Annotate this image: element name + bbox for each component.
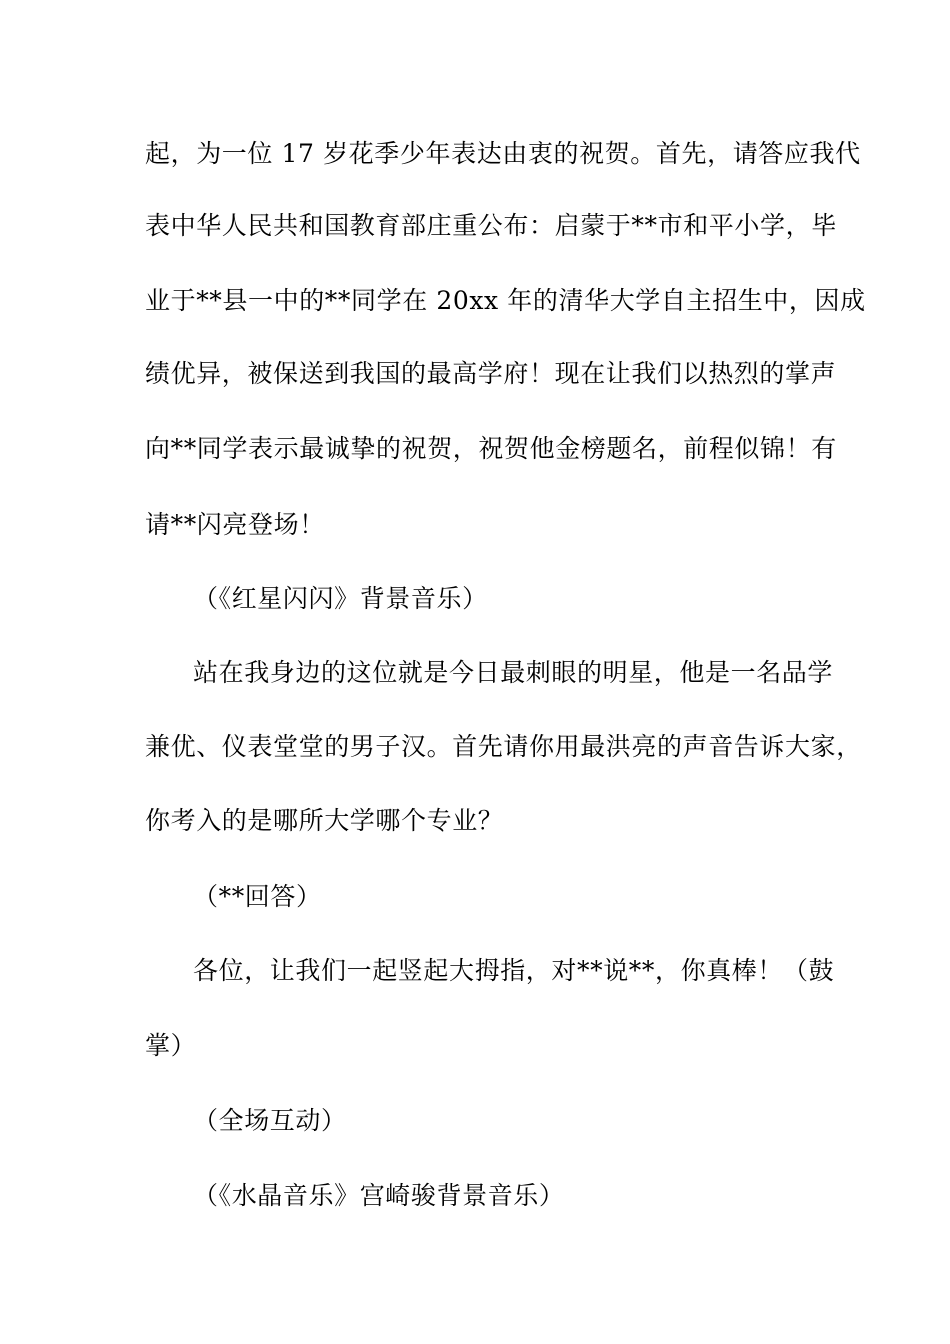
text-line: 向**同学表示最诚挚的祝贺，祝贺他金榜题名，前程似锦！有 [145, 434, 837, 463]
text-line: 站在我身边的这位就是今日最刺眼的明星，他是一名品学 [193, 658, 834, 687]
text-line: 业于**县一中的**同学在 20xx 年的清华大学自主招生中，因成 [145, 286, 866, 315]
stage-direction: （**回答） [193, 882, 322, 911]
text-line: 掌） [145, 1031, 197, 1060]
text-line: 你考入的是哪所大学哪个专业？ [145, 806, 504, 835]
text-line: 绩优异，被保送到我国的最高学府！现在让我们以热烈的掌声 [145, 359, 837, 388]
text-line: 各位，让我们一起竖起大拇指，对**说**，你真棒！（鼓 [193, 956, 835, 985]
stage-direction: （全场互动） [193, 1106, 347, 1135]
text-line: 表中华人民共和国教育部庄重公布：启蒙于**市和平小学，毕 [145, 211, 837, 240]
text-line: 起，为一位 17 岁花季少年表达由衷的祝贺。首先，请答应我代 [145, 139, 861, 168]
text-line: 请**闪亮登场！ [145, 510, 325, 539]
stage-direction: （《红星闪闪》背景音乐） [193, 584, 488, 613]
text-line: 兼优、仪表堂堂的男子汉。首先请你用最洪亮的声音告诉大家， [145, 732, 862, 761]
stage-direction: （《水晶音乐》宫崎骏背景音乐） [193, 1181, 565, 1210]
